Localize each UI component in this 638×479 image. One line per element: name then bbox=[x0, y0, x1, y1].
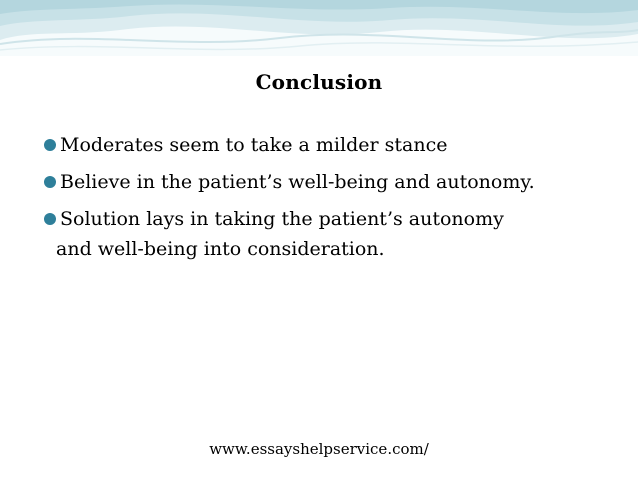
bullet-text: Believe in the patient’s well-being and autonomy. bbox=[60, 171, 535, 193]
slide-title: Conclusion bbox=[255, 70, 383, 94]
footer-url: www.essayshelpservice.com/ bbox=[209, 440, 429, 458]
bullet-dot-icon bbox=[44, 213, 56, 225]
bullet-item bbox=[0, 167, 630, 197]
wave-graphic bbox=[0, 0, 638, 56]
bullet-dot-icon bbox=[44, 176, 56, 188]
bullet-dot-icon bbox=[44, 139, 56, 151]
bullet-text: Solution lays in taking the patient’s autonomy bbox=[60, 208, 504, 230]
bullet-item bbox=[0, 204, 630, 264]
bullet-list bbox=[0, 130, 630, 271]
bullet-item bbox=[0, 130, 630, 160]
header-wave-decoration bbox=[0, 0, 638, 56]
bullet-text-continuation: and well-being into consideration. bbox=[56, 238, 385, 260]
bullet-text: Moderates seem to take a milder stance bbox=[60, 134, 448, 156]
